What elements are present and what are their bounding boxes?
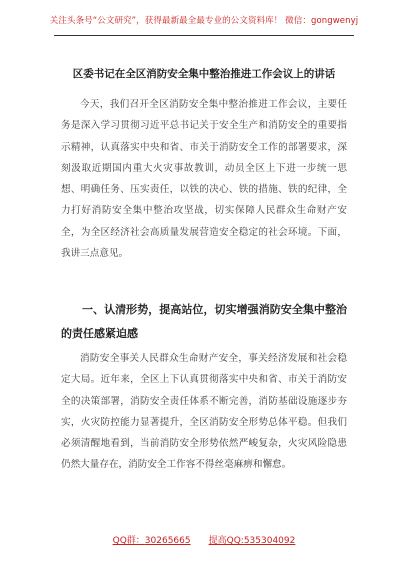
qq-group-label: QQ群： (112, 536, 145, 546)
footer-contact (0, 533, 408, 546)
qq-group-number: 30265665 (144, 536, 191, 546)
qq-contact-number: 535304092 (243, 536, 296, 546)
document-title: 区委书记在全区消防安全集中整治推进工作会议上的讲话 (72, 68, 336, 80)
header-banner: 关注头条号“公文研究”，获得最新最全最专业的公文资料库！ 微信：gongwenyj (49, 16, 359, 26)
section-paragraph: 消防安全事关人民群众生命财产安全，事关经济发展和社会稳定大局。近年来，全区上下认真贯彻落实中央和省、市关于消防安全的决策部署，消防安全责任体系不断完善，消防基础设施逐步夯实，火灾防控能力显著提升，全区消防安全形势总体平稳。但我们必须清醒地看到，当前消防安全形势依然严峻复杂，火灾风险隐患仍然大量存在，消防安全工作容不得丝毫麻痹和懈怠。 (61, 353, 347, 471)
qq-contact-label: 提高QQ: (208, 536, 244, 546)
header-divider (54, 35, 354, 36)
section-heading: 一、认清形势，提高站位，切实增强消防安全集中整治的责任感紧迫感 (61, 303, 347, 340)
intro-paragraph: 今天，我们召开全区消防安全集中整治推进工作会议，主要任务是深入学习贯彻习近平总书记关于安全生产和消防安全的重要指示精神，认真落实中央和省、市关于消防安全工作的部署要求，深刻汲取近期国内重大火灾事故教训，动员全区上下进一步统一思想、明确任务、压实责任，以铁的决心、铁的措施、铁的纪律，全力打好消防安全集中整治攻坚战，切实保障人民群众生命财产安全，为全区经济社会高质量发展营造安全稳定的社会环境。下面，我讲三点意见。 (61, 99, 347, 260)
